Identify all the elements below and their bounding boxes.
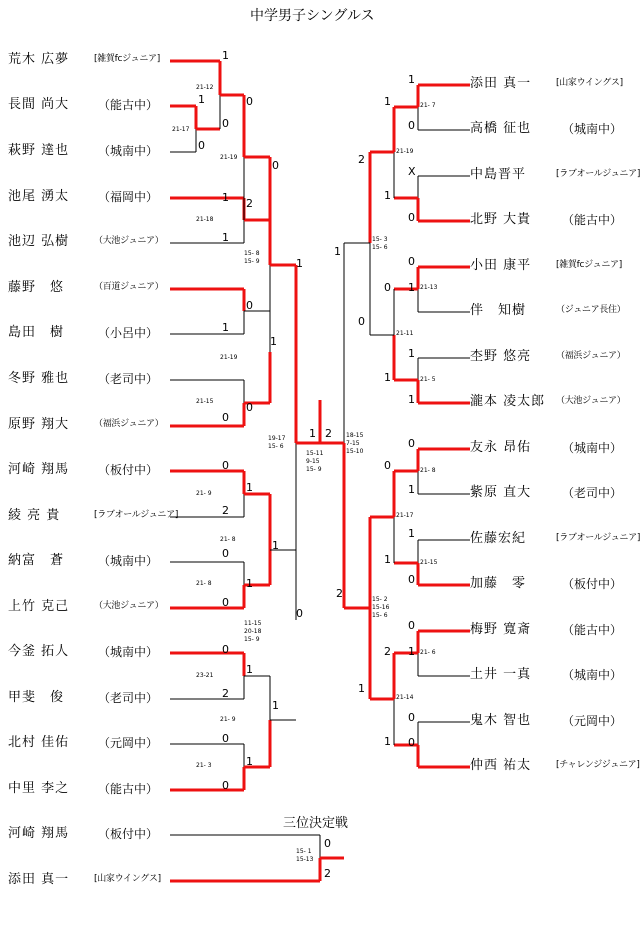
match-result-digit: 1 [384,735,391,748]
match-result-digit: 0 [246,299,253,312]
match-result-digit: 0 [222,643,229,656]
match-result-digit: 1 [272,699,279,712]
right-player-name: 友永 昂佑 [470,440,532,455]
match-result-digit: 1 [384,553,391,566]
match-result-digit: 1 [222,321,229,334]
match-result-digit: 0 [408,211,415,224]
score-label: 21- 8 [196,580,212,587]
right-player-team: [山家ウイングス] [556,78,623,88]
right-player-name: 高橋 征也 [470,121,532,136]
right-player-team: （城南中） [562,122,623,136]
left-player-team: （小呂中） [98,326,159,340]
match-result-digit: 1 [296,257,303,270]
left-player-name: 中里 李之 [8,781,70,796]
score-label: 21- 7 [420,102,436,109]
left-player-name: 冬野 雅也 [8,371,70,386]
left-player-team: （城南中） [98,645,159,659]
score-label: 15- 1 15-13 [296,848,314,863]
score-label: 21-15 [420,559,438,566]
right-player-team: （能古中） [562,623,623,637]
right-player-name: 中島晋平 [470,167,527,182]
third-place-result-digit: 2 [324,867,331,880]
score-label: 21- 8 [220,536,236,543]
match-result-digit: 1 [334,245,341,258]
right-player-team: [ラブオールジュニア] [556,533,640,543]
right-player-team: （大池ジュニア） [556,396,626,406]
match-result-digit: 0 [384,281,391,294]
score-label: 21-17 [172,126,190,133]
match-result-digit: 1 [408,281,415,294]
match-result-digit: 1 [198,93,205,106]
left-player-team: （福岡中） [98,190,159,204]
match-result-digit: 1 [408,347,415,360]
match-result-digit: 1 [222,49,229,62]
match-result-digit: 0 [222,779,229,792]
third-place-title: 三位決定戦 [283,816,349,831]
left-player-name: 原野 翔大 [8,417,70,432]
match-result-digit: 0 [222,459,229,472]
score-label: 21-14 [396,694,414,701]
right-player-team: [チャレンジジュニア] [556,760,640,770]
left-player-team: （能古中） [98,98,159,112]
left-player-name: 納富 蒼 [8,553,65,568]
right-player-name: 紫原 直大 [470,485,532,500]
match-result-digit: 1 [384,371,391,384]
left-player-team: （大池ジュニア） [94,601,164,611]
score-label: 15- 3 15- 6 [372,236,388,251]
match-result-digit: 0 [408,711,415,724]
third-place-player-name: 河崎 翔馬 [8,826,70,841]
match-result-digit: 1 [246,577,253,590]
match-result-digit: 2 [246,197,253,210]
score-label: 21-13 [420,284,438,291]
score-label: 21- 9 [196,490,212,497]
score-label: 19-17 15- 6 [268,435,286,450]
match-result-digit: 1 [246,481,253,494]
left-player-team: （板付中） [98,463,159,477]
left-player-team: （百道ジュニア） [94,282,164,292]
match-result-digit: 1 [408,645,415,658]
match-result-digit: 0 [198,139,205,152]
match-result-digit: 1 [408,527,415,540]
right-player-team: （老司中） [562,486,623,500]
match-result-digit: 0 [222,411,229,424]
right-player-name: 伴 知樹 [470,303,527,318]
match-result-digit: 1 [384,95,391,108]
right-player-name: 仲西 祐太 [470,758,532,773]
third-place-player-team: （板付中） [98,827,159,841]
left-player-team: （城南中） [98,554,159,568]
match-result-digit: 1 [222,231,229,244]
score-label: 15-11 9-15 15- 9 [306,450,324,473]
left-player-name: 島田 樹 [8,325,65,340]
left-player-team: （福浜ジュニア） [94,419,164,429]
match-result-digit: 0 [408,619,415,632]
left-player-team: （老司中） [98,691,159,705]
score-label: 21- 8 [420,467,436,474]
match-result-digit: 1 [270,335,277,348]
match-result-digit: 1 [246,755,253,768]
left-player-team: [ラブオールジュニア] [94,510,179,520]
left-player-team: （元岡中） [98,736,159,750]
left-player-name: 今釜 拓人 [8,644,70,659]
score-label: 21-19 [396,148,414,155]
score-label: 21- 5 [420,376,436,383]
match-result-digit: 2 [336,587,343,600]
match-result-digit: 0 [246,95,253,108]
match-result-digit: 1 [408,483,415,496]
right-player-name: 土井 一真 [470,667,532,682]
match-result-digit: 0 [408,573,415,586]
match-result-digit: 0 [408,736,415,749]
score-label: 15- 8 15- 9 [244,250,260,265]
right-player-team: （福浜ジュニア） [556,351,626,361]
right-player-team: （板付中） [562,577,623,591]
right-player-name: 梅野 寛斎 [470,622,532,637]
left-player-name: 池辺 弘樹 [8,234,70,249]
right-player-team: （ジュニア長住） [556,305,626,315]
final-result-digit: 1 [309,427,316,440]
match-result-digit: 0 [222,117,229,130]
match-result-digit: 1 [272,539,279,552]
left-player-name: 北村 佳佑 [8,735,70,750]
score-label: 15- 2 15-16 15- 6 [372,596,390,619]
right-player-team: （元岡中） [562,714,623,728]
left-player-name: 綾 亮 貴 [8,508,61,523]
right-player-team: [雑賀fcジュニア] [556,260,622,270]
right-player-name: 佐藤宏紀 [470,531,527,546]
match-result-digit: 0 [408,119,415,132]
left-player-name: 上竹 克己 [8,599,70,614]
right-player-name: 鬼木 智也 [470,713,532,728]
right-player-team: [ラブオールジュニア] [556,169,640,179]
left-player-team: （老司中） [98,372,159,386]
right-player-name: 北野 大貴 [470,212,532,227]
score-label: 21-17 [396,512,414,519]
third-place-player-name: 添田 真一 [8,872,70,887]
match-result-digit: 0 [222,547,229,560]
match-result-digit: 0 [408,437,415,450]
match-result-digit: 0 [272,159,279,172]
left-player-name: 長間 尚大 [8,97,70,112]
match-result-digit: X [408,165,416,178]
score-label: 21-15 [196,398,214,405]
score-label: 11-15 20-18 15- 9 [244,620,262,643]
right-player-name: 添田 真一 [470,76,532,91]
match-result-digit: 0 [384,459,391,472]
match-result-digit: 1 [222,191,229,204]
left-player-name: 萩野 達也 [8,143,70,158]
left-player-name: 荒木 広夢 [8,52,70,67]
score-label: 21-18 [196,216,214,223]
score-label: 21-19 [220,154,238,161]
score-label: 21- 6 [420,649,436,656]
score-label: 21-12 [196,84,214,91]
match-result-digit: 1 [384,189,391,202]
left-player-name: 甲斐 俊 [8,690,65,705]
score-label: 21- 3 [196,762,212,769]
match-result-digit: 0 [222,732,229,745]
page-title: 中学男子シングルス [250,8,375,24]
match-result-digit: 0 [296,607,303,620]
match-result-digit: 1 [246,663,253,676]
left-player-name: 池尾 湧太 [8,189,70,204]
third-place-player-team: [山家ウイングス] [94,874,161,884]
right-player-name: 小田 康平 [470,258,532,273]
match-result-digit: 2 [358,153,365,166]
right-player-team: （城南中） [562,441,623,455]
score-label: 18-15 7-15 15-10 [346,432,364,455]
match-result-digit: 0 [246,401,253,414]
match-result-digit: 0 [408,255,415,268]
match-result-digit: 1 [408,73,415,86]
right-player-team: （城南中） [562,668,623,682]
left-player-team: （城南中） [98,144,159,158]
match-result-digit: 2 [222,687,229,700]
left-player-team: （能古中） [98,782,159,796]
third-place-result-digit: 0 [324,837,331,850]
match-result-digit: 1 [408,393,415,406]
match-result-digit: 2 [384,645,391,658]
final-result-digit: 2 [325,427,332,440]
score-label: 21- 9 [220,716,236,723]
match-result-digit: 0 [222,596,229,609]
right-player-team: （能古中） [562,213,623,227]
left-player-name: 河崎 翔馬 [8,462,70,477]
score-label: 21-19 [220,354,238,361]
match-result-digit: 0 [358,315,365,328]
match-result-digit: 1 [358,682,365,695]
match-result-digit: 2 [222,504,229,517]
left-player-team: （大池ジュニア） [94,236,164,246]
score-label: 21-11 [396,330,414,337]
right-player-name: 加藤 零 [470,576,527,591]
right-player-name: 瀧本 凌太郎 [470,394,546,409]
right-player-name: 杢野 悠亮 [470,349,532,364]
left-player-team: [雑賀fcジュニア] [94,54,160,64]
left-player-name: 藤野 悠 [8,280,65,295]
score-label: 23-21 [196,672,214,679]
